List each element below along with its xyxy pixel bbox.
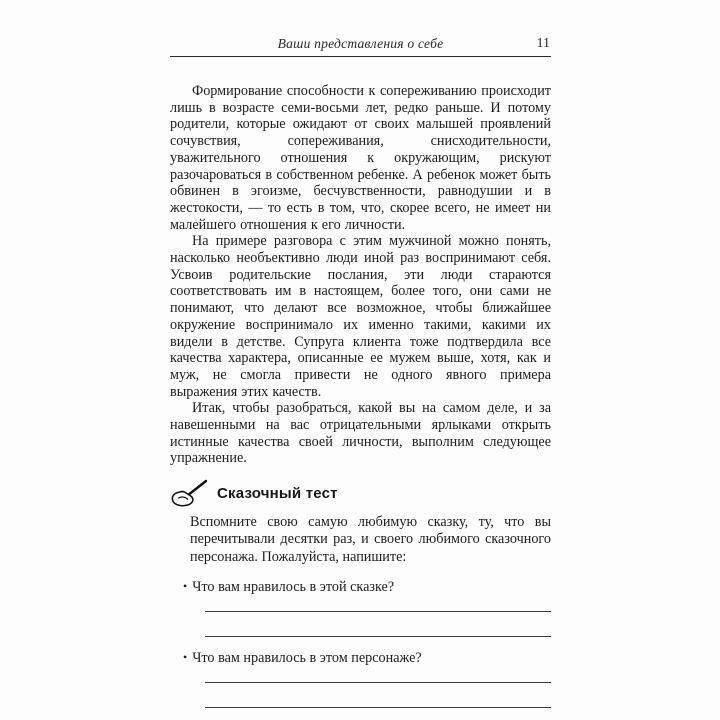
page-number: 11 [536, 36, 550, 51]
exercise-title: Сказочный тест [217, 484, 338, 502]
running-header [170, 36, 551, 57]
question-item [183, 649, 551, 708]
bullet-icon: • [183, 578, 188, 593]
answer-line [205, 682, 551, 683]
question-item [183, 578, 551, 637]
running-title: Ваши представления о себе [277, 36, 444, 51]
question-label [183, 578, 551, 596]
question-text: Что вам нравилось в этой сказке? [192, 578, 395, 595]
text-block [170, 36, 551, 708]
exercise-heading [170, 479, 551, 507]
question-label [183, 649, 551, 667]
question-text: Что вам нравилось в этом персонаже? [192, 649, 422, 666]
bullet-icon: • [183, 649, 188, 664]
answer-line [205, 707, 551, 708]
body-text [170, 83, 551, 467]
writing-hand-icon [170, 479, 208, 507]
exercise-intro: Вспомните свою самую любимую сказку, ту, что вы перечитывали десятки раз, и своего любимого сказочного персонажа. Пожалуйста, напишите: [190, 514, 551, 565]
paragraph: На примере разговора с этим мужчиной можно понять, насколько необъективно люди иной раз воспринимают себя. Усвоив родительские послания, эти люди стараются соответствовать им в настоящем, более того, они сами не понимают, что делают все возможное, чтобы ближайшее окружение воспринимало их именно такими, какими их видели в детстве. Супруга клиента тоже подтвердила все качества характера, описанные ее мужем выше, хотя, как и муж, не смогла привести не одного явного примера выражения этих качеств. [170, 233, 551, 400]
paragraph: Формирование способности к сопереживанию происходит лишь в возрасте семи-восьми лет, редко раньше. И потому родители, которые ожидают от своих малышей проявлений сочувствия, сопереживания, снисходительности, уважительного отношения к окружающим, рискуют разочароваться в собственном ребенке. А ребенок может быть обвинен в эгоизме, бесчувственности, равнодушии и в жестокости, — то есть в том, что, скорее всего, не имеет ни малейшего отношения к его личности. [170, 83, 551, 233]
paragraph: Итак, чтобы разобраться, какой вы на самом деле, и за навешенными на вас отрицательными ярлыками открыть истинные качества своей личности, выполним следующее упражнение. [170, 400, 551, 467]
answer-line [205, 611, 551, 612]
answer-line [205, 636, 551, 637]
